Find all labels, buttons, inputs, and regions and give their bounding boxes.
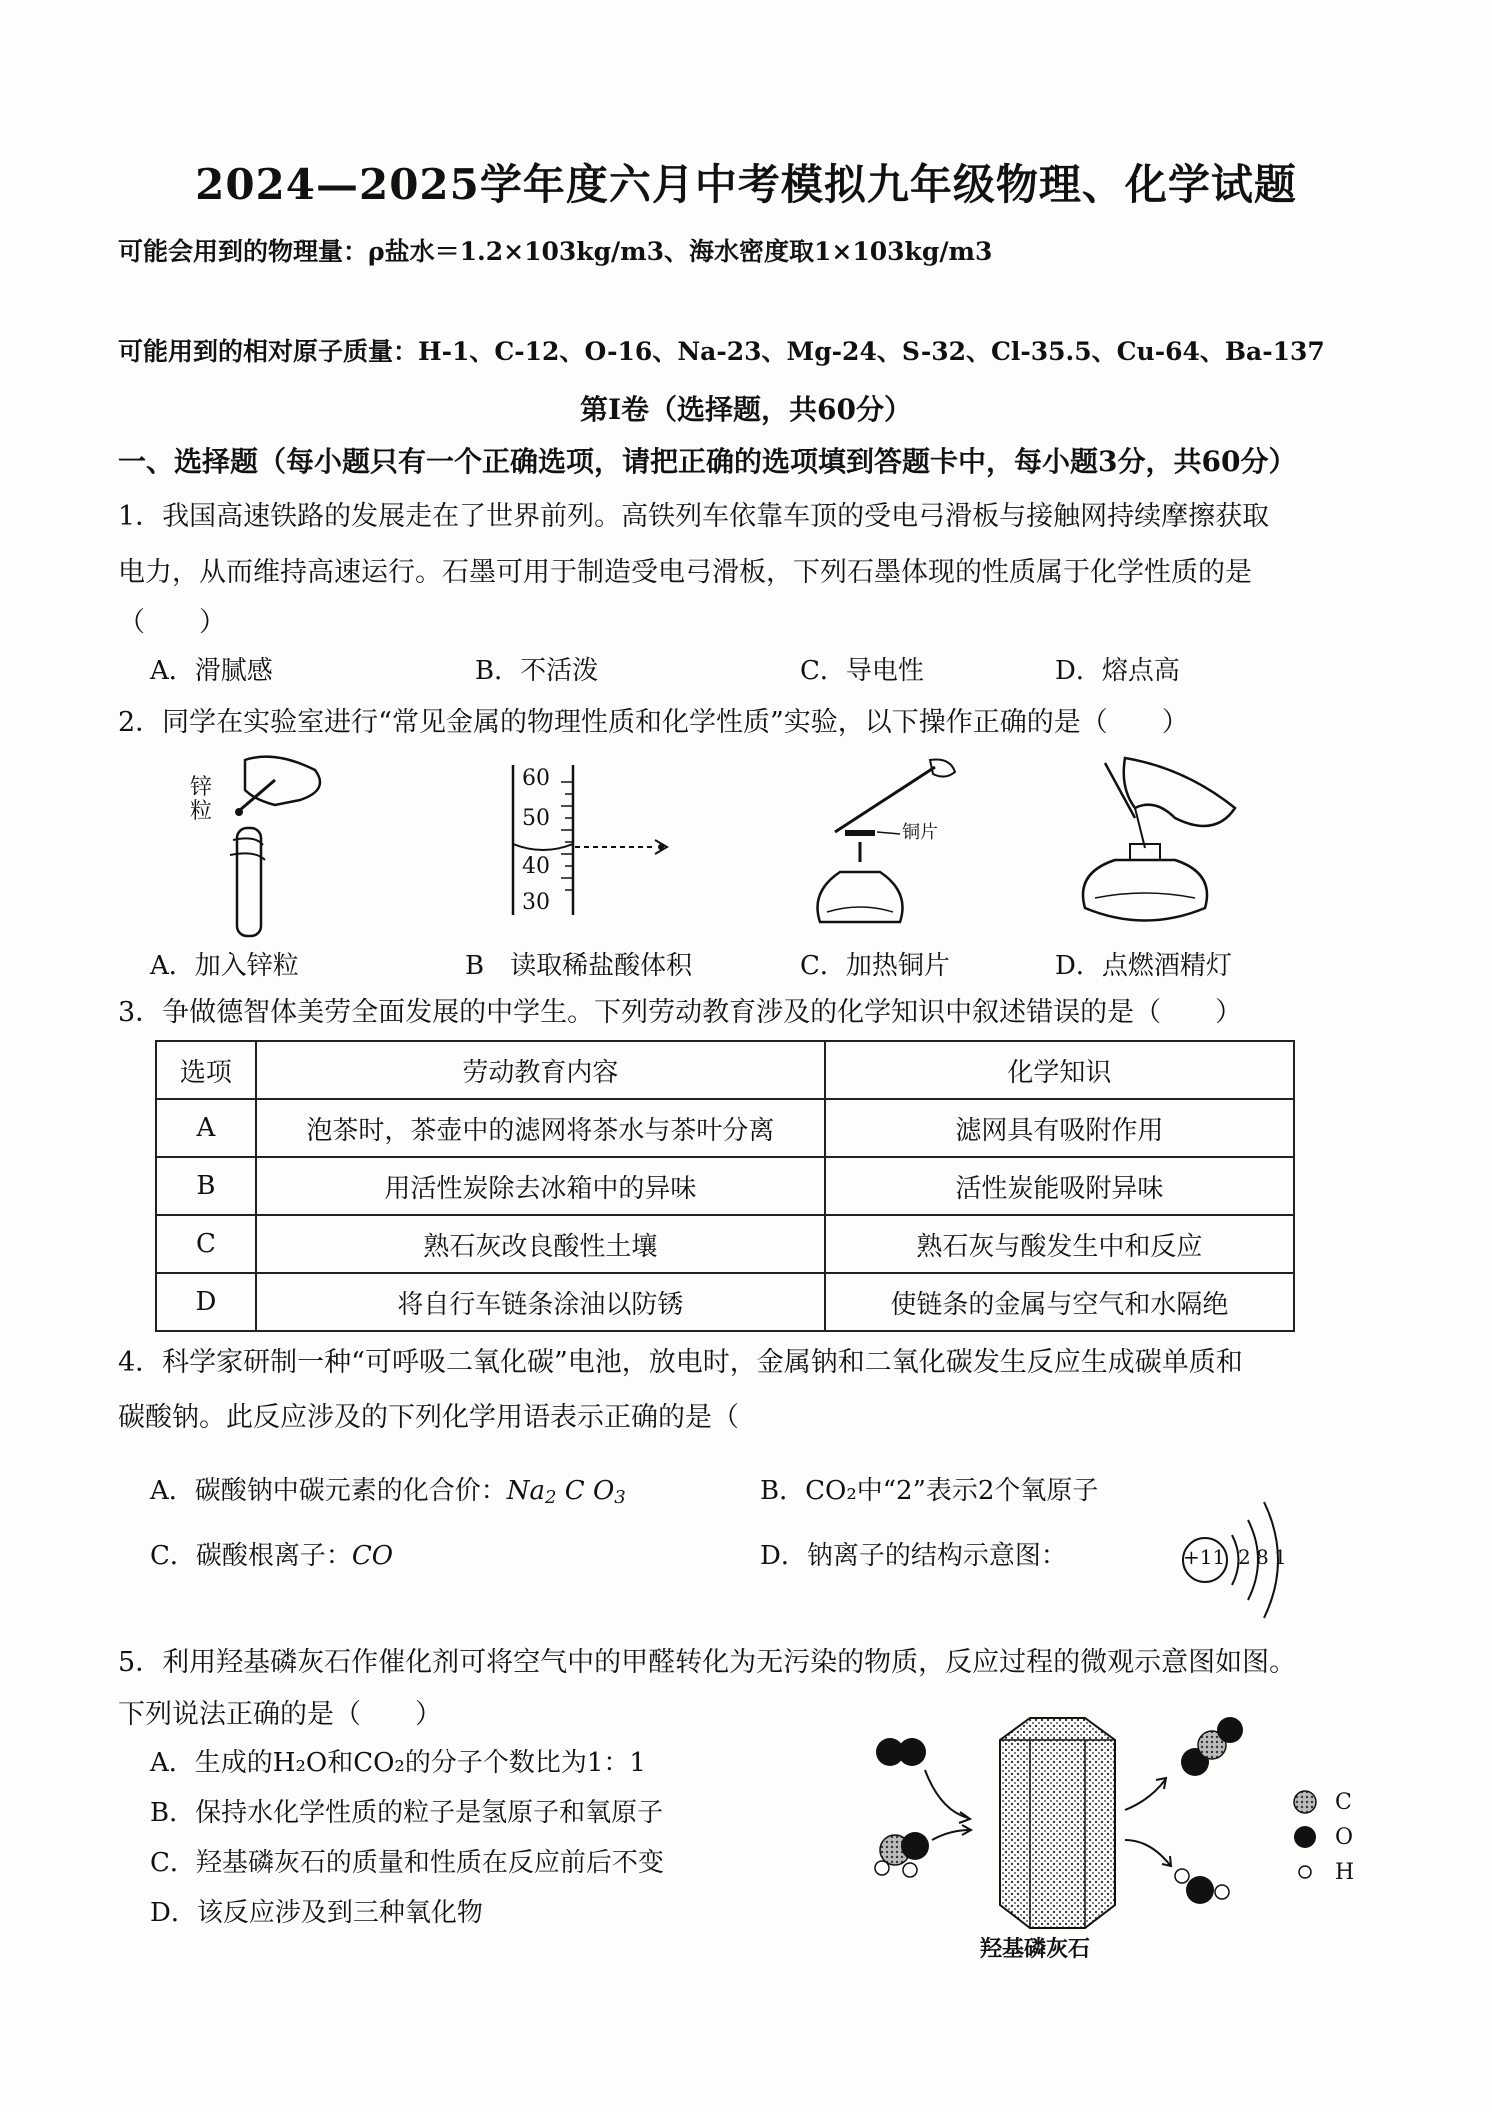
table-cell: 使链条的金属与空气和水隔绝 [825,1273,1294,1331]
q1-line1: 1．我国高速铁路的发展走在了世界前列。高铁列车依靠车顶的受电弓滑板与接触网持续摩擦获取 [118,501,1270,532]
table-cell: B [156,1157,256,1215]
q3-table [155,1040,1295,1332]
table-cell: 用活性炭除去冰箱中的异味 [256,1157,825,1215]
zinc-addition-figure [215,750,345,940]
q4-option-a: A．碳酸钠中碳元素的化合价：$Na_2$ C $O_3$ [150,1476,626,1508]
table-header: 选项 [156,1041,256,1099]
table-header: 劳动教育内容 [256,1041,825,1099]
cylinder-tick-60: 60 [522,766,550,791]
table-row [156,1157,1294,1215]
table-row [156,1273,1294,1331]
catalyst-caption: 羟基磷灰石 [980,1936,1091,1962]
physics-constants: 可能会用到的物理量：ρ盐水＝1.2×103kg/m3、海水密度取1×103kg/m3 [118,237,993,266]
table-cell: 将自行车链条涂油以防锈 [256,1273,825,1331]
table-header-row [156,1041,1294,1099]
copper-label: 铜片 [902,822,938,843]
q3-stem: 3．争做德智体美劳全面发展的中学生。下列劳动教育涉及的化学知识中叙述错误的是（ ） [118,997,1243,1028]
zinc-label: 锌 粒 [190,775,213,824]
shell-3: 1 [1274,1545,1287,1569]
q4-option-d: D．钠离子的结构示意图： [760,1541,1067,1571]
nucleus-charge: +11 [1183,1545,1226,1569]
q2-stem: 2．同学在实验室进行“常见金属的物理性质和化学性质”实验，以下操作正确的是（ ） [118,707,1189,738]
q5-line1: 5．利用羟基磷灰石作催化剂可将空气中的甲醛转化为无污染的物质，反应过程的微观示意图如图。 [118,1647,1297,1678]
alcohol-lamp-figure [1065,748,1265,938]
q1-line2: 电力，从而维持高速运行。石墨可用于制造受电弓滑板，下列石墨体现的性质属于化学性质的是 [118,557,1252,588]
q1-option-c: C．导电性 [800,656,924,686]
q1-option-a: A．滑腻感 [150,656,273,686]
table-cell: C [156,1215,256,1273]
q5-line2: 下列说法正确的是（ ） [118,1699,442,1730]
q4-line2: 碳酸钠。此反应涉及的下列化学用语表示正确的是（ [118,1402,739,1433]
q2-option-b: B 读取稀盐酸体积 [465,951,693,981]
shell-2: 8 [1256,1545,1269,1569]
q2-option-c: C．加热铜片 [800,951,950,981]
table-cell: 滤网具有吸附作用 [825,1099,1294,1157]
q5-option-c: C．羟基磷灰石的质量和性质在反应前后不变 [150,1848,664,1878]
table-header: 化学知识 [825,1041,1294,1099]
legend-carbon: C [1335,1790,1352,1815]
heating-copper-figure [805,752,975,932]
q5-option-d: D．该反应涉及到三种氧化物 [150,1898,483,1928]
table-row [156,1215,1294,1273]
q1-option-b: B．不活泼 [475,656,599,686]
atomic-masses: 可能用到的相对原子质量：H-1、C-12、O-16、Na-23、Mg-24、S-32、Cl-35.5、Cu-64、Ba-137 [118,337,1325,366]
cylinder-tick-30: 30 [522,890,550,915]
q1-option-d: D．熔点高 [1055,656,1180,686]
cylinder-tick-40: 40 [522,854,550,879]
cylinder-tick-50: 50 [522,806,550,831]
table-row [156,1099,1294,1157]
table-cell: 活性炭能吸附异味 [825,1157,1294,1215]
q1-answer-paren: （ ） [118,607,226,638]
legend-oxygen: O [1335,1825,1354,1850]
q2-option-a: A．加入锌粒 [150,951,299,981]
page-title: 2024—2025学年度六月中考模拟九年级物理、化学试题 [195,160,1297,209]
q4-line1: 4．科学家研制一种“可呼吸二氧化碳”电池，放电时，金属钠和二氧化碳发生反应生成碳单质和 [118,1347,1243,1378]
shell-1: 2 [1238,1545,1251,1569]
table-cell: A [156,1099,256,1157]
q2-option-d: D．点燃酒精灯 [1055,951,1232,981]
table-cell: 泡茶时，茶壶中的滤网将茶水与茶叶分离 [256,1099,825,1157]
reaction-micro-diagram [860,1700,1340,1950]
section-title: 一、选择题（每小题只有一个正确选项，请把正确的选项填到答题卡中，每小题3分，共60分） [118,445,1297,478]
q5-option-b: B．保持水化学性质的粒子是氢原子和氧原子 [150,1798,664,1828]
q5-option-a: A．生成的H₂O和CO₂的分子个数比为1：1 [150,1748,646,1778]
table-cell: 熟石灰改良酸性土壤 [256,1215,825,1273]
legend-hydrogen: H [1335,1860,1355,1885]
table-cell: 熟石灰与酸发生中和反应 [825,1215,1294,1273]
table-cell: D [156,1273,256,1331]
volume-title: 第Ⅰ卷（选择题，共60分） [579,393,913,426]
q4-option-b: B．CO₂中“2”表示2个氧原子 [760,1476,1099,1506]
q4-option-c: C．碳酸根离子：CO [150,1541,394,1571]
